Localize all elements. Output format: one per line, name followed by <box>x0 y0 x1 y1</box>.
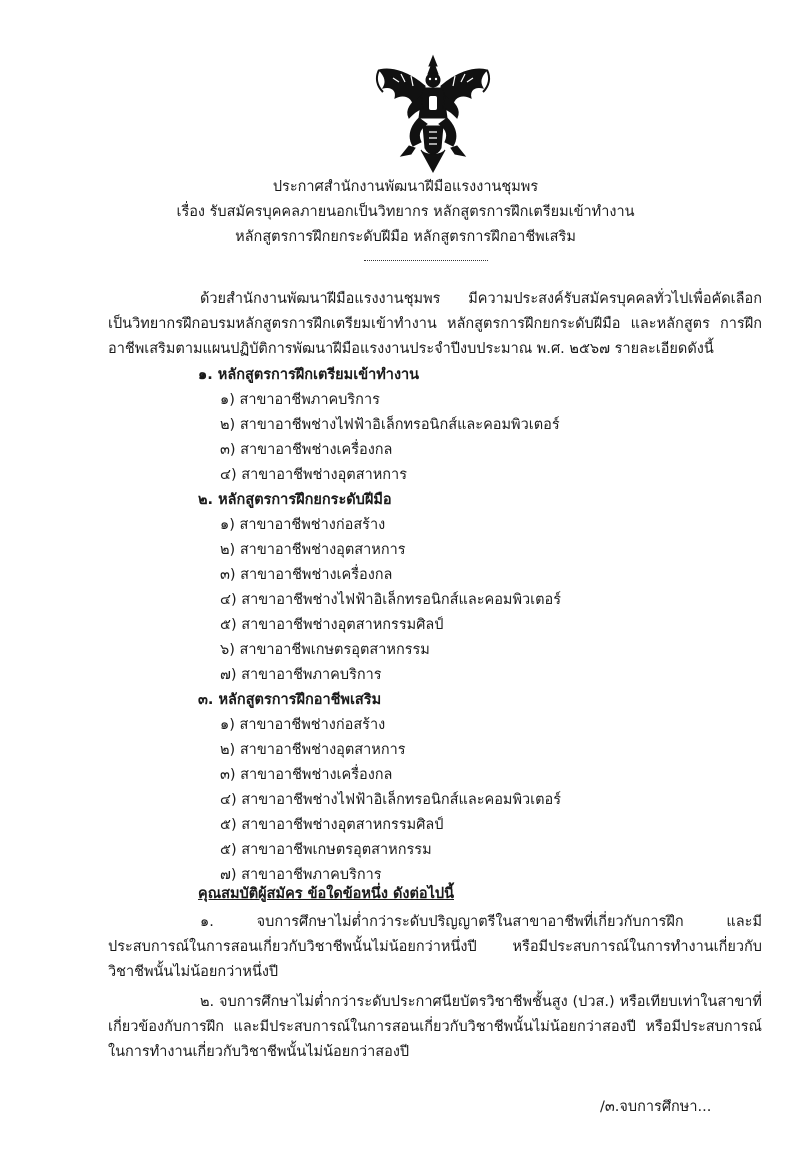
section-heading: ๒. หลักสูตรการฝึกยกระดับฝีมือ <box>198 492 392 508</box>
section-heading: ๑. หลักสูตรการฝึกเตรียมเข้าทำงาน <box>198 367 420 383</box>
qualifications-heading: คุณสมบัติผู้สมัคร ข้อใดข้อหนึ่ง ดังต่อไปนี้ <box>198 886 454 902</box>
separator-dotted-line <box>364 252 488 261</box>
list-item: ๒) สาขาอาชีพช่างอุตสาหการ <box>220 742 406 758</box>
list-item: ๕) สาขาอาชีพช่างอุตสาหกรรมศิลป์ <box>220 817 444 833</box>
intro-paragraph: ด้วยสำนักงานพัฒนาฝีมือแรงงานชุมพร มีความประสงค์รับสมัครบุคคลทั่วไปเพื่อคัดเลือกเป็นวิทยากรฝึกอบรมหลักสูตรการฝึกเตรียมเข้าทำงาน หลักสูตรการฝึกยกระดับฝีมือ และหลักสูตร การฝึกอาชีพเสริมตามแผนปฏิบัติการพัฒนาฝีมือแรงงานประจำปีงบประมาณ พ.ศ. ๒๕๖๗ รายละเอียดดังนี้ <box>108 291 762 357</box>
announcement-subject-continued: หลักสูตรการฝึกยกระดับฝีมือ หลักสูตรการฝึกอาชีพเสริม <box>235 229 576 245</box>
list-item: ๑) สาขาอาชีพช่างก่อสร้าง <box>220 717 386 733</box>
list-item: ๔) สาขาอาชีพช่างอุตสาหการ <box>220 467 407 483</box>
list-item: ๒) สาขาอาชีพช่างไฟฟ้าอิเล็กทรอนิกส์และคอมพิวเตอร์ <box>220 417 560 433</box>
list-item: ๗) สาขาอาชีพภาคบริการ <box>220 867 382 883</box>
garuda-emblem-icon <box>371 52 495 176</box>
list-item: ๔) สาขาอาชีพช่างไฟฟ้าอิเล็กทรอนิกส์และคอมพิวเตอร์ <box>220 592 562 608</box>
list-item: ๓) สาขาอาชีพช่างเครื่องกล <box>220 567 393 583</box>
list-item: ๗) สาขาอาชีพภาคบริการ <box>220 667 382 683</box>
list-item: ๖) สาขาอาชีพเกษตรอุตสาหกรรม <box>220 642 430 658</box>
announcement-subject: เรื่อง รับสมัครบุคคลภายนอกเป็นวิทยากร หลักสูตรการฝึกเตรียมเข้าทำงาน <box>176 204 635 220</box>
list-item: ๒) สาขาอาชีพช่างอุตสาหการ <box>220 542 406 558</box>
list-item: ๕) สาขาอาชีพเกษตรอุตสาหกรรม <box>220 842 432 858</box>
announcement-title: ประกาศสำนักงานพัฒนาฝีมือแรงงานชุมพร <box>272 179 539 195</box>
section-heading: ๓. หลักสูตรการฝึกอาชีพเสริม <box>198 692 382 708</box>
qualification-item: ๑. จบการศึกษาไม่ต่ำกว่าระดับปริญญาตรีในสาขาอาชีพที่เกี่ยวกับการฝึก และมีประสบการณ์ในการสอนเกี่ยวกับวิชาชีพนั้นไม่น้อยกว่าหนึ่งปี หรือมีประสบการณ์ในการทำงานเกี่ยวกับวิชาชีพนั้นไม่น้อยกว่าหนึ่งปี <box>108 914 762 980</box>
list-item: ๓) สาขาอาชีพช่างเครื่องกล <box>220 442 393 458</box>
list-item: ๕) สาขาอาชีพช่างอุตสาหกรรมศิลป์ <box>220 617 444 633</box>
continued-on-next-page: /๓.จบการศึกษา... <box>600 1099 712 1115</box>
list-item: ๑) สาขาอาชีพช่างก่อสร้าง <box>220 517 386 533</box>
list-item: ๓) สาขาอาชีพช่างเครื่องกล <box>220 767 393 783</box>
list-item: ๑) สาขาอาชีพภาคบริการ <box>220 392 380 408</box>
qualification-item: ๒. จบการศึกษาไม่ต่ำกว่าระดับประกาศนียบัตรวิชาชีพชั้นสูง (ปวส.) หรือเทียบเท่าในสาขาที่เกี่ยวข้องกับการฝึก และมีประสบการณ์ในการสอนเกี่ยวกับวิชาชีพนั้นไม่น้อยกว่าสองปี หรือมีประสบการณ์ในการทำงานเกี่ยวกับวิชาชีพนั้นไม่น้อยกว่าสองปี <box>108 994 762 1060</box>
list-item: ๔) สาขาอาชีพช่างไฟฟ้าอิเล็กทรอนิกส์และคอมพิวเตอร์ <box>220 792 562 808</box>
